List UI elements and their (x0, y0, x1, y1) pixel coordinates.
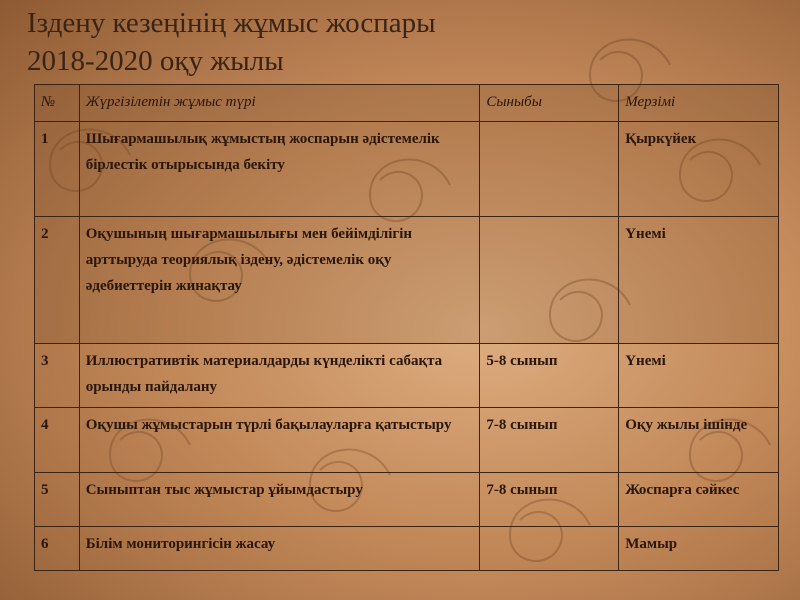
row-grade (480, 527, 619, 571)
row-work-type: Оқушы жұмыстарын түрлі бақылауларға қатыстыру (79, 408, 480, 473)
table-row (35, 408, 779, 473)
header-work-type: Жүргізілетін жұмыс түрі (79, 85, 480, 122)
slide-title (27, 4, 787, 80)
title-line-2: 2018-2020 оқу жылы (27, 45, 284, 77)
row-deadline: Үнемі (619, 217, 779, 344)
row-deadline: Мамыр (619, 527, 779, 571)
row-work-type: Оқушының шығармашылығы мен бейімділігін арттыруда теориялық іздену, әдістемелік оқу әдебиеттерін жинақтау (79, 217, 480, 344)
row-number: 6 (35, 527, 80, 571)
table-row (35, 344, 779, 408)
row-deadline: Жоспарға сәйкес (619, 473, 779, 527)
work-plan-table (34, 84, 779, 571)
table-row (35, 217, 779, 344)
row-number: 3 (35, 344, 80, 408)
row-grade: 5-8 сынып (480, 344, 619, 408)
table-row (35, 527, 779, 571)
row-number: 4 (35, 408, 80, 473)
title-line-1: Іздену кезеңінің жұмыс жоспары (27, 7, 436, 39)
table-row (35, 122, 779, 217)
row-deadline: Қыркүйек (619, 122, 779, 217)
row-number: 5 (35, 473, 80, 527)
row-grade: 7-8 сынып (480, 408, 619, 473)
table-header-row (35, 85, 779, 122)
row-work-type: Сыныптан тыс жұмыстар ұйымдастыру (79, 473, 480, 527)
row-grade (480, 122, 619, 217)
row-work-type: Иллюстративтік материалдарды күнделікті сабақта орынды пайдалану (79, 344, 480, 408)
row-work-type: Білім мониторингісін жасау (79, 527, 480, 571)
row-work-type: Шығармашылық жұмыстың жоспарын әдістемелік бірлестік отырысында бекіту (79, 122, 480, 217)
header-grade: Сыныбы (480, 85, 619, 122)
row-deadline: Үнемі (619, 344, 779, 408)
row-number: 1 (35, 122, 80, 217)
header-number: № (35, 85, 80, 122)
table-row (35, 473, 779, 527)
row-number: 2 (35, 217, 80, 344)
row-grade: 7-8 сынып (480, 473, 619, 527)
row-deadline: Оқу жылы ішінде (619, 408, 779, 473)
header-deadline: Мерзімі (619, 85, 779, 122)
row-grade (480, 217, 619, 344)
